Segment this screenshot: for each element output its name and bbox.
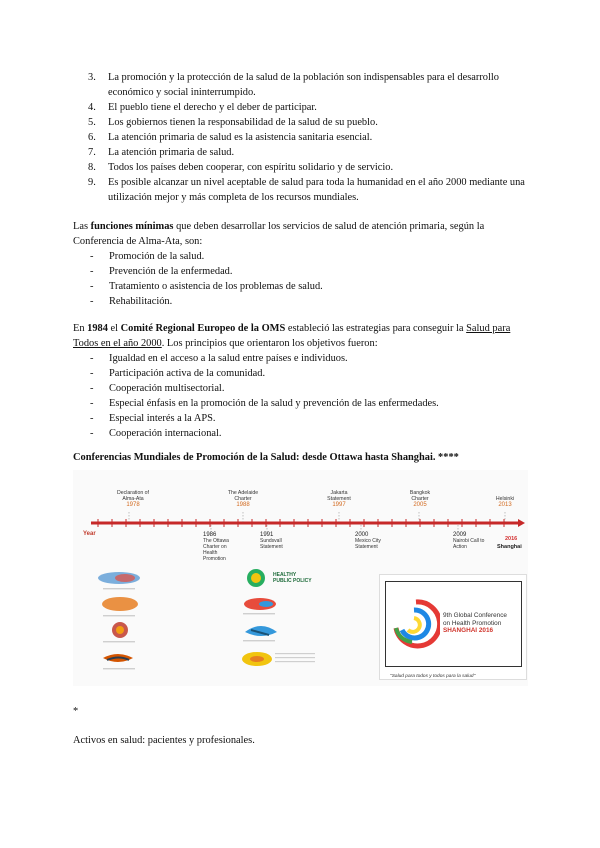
poster-title: 9th Global Conference on Health Promotion [443, 612, 507, 627]
timeline-final-city: Shanghai [497, 544, 522, 550]
timeline-event-upper [491, 496, 519, 508]
section-heading: Conferencias Mundiales de Promoción de la Salud: desde Ottawa hasta Shanghai. **** [73, 452, 459, 463]
event-title: Sundsvall Statement [260, 538, 283, 550]
timeline-arrowhead [518, 519, 525, 527]
mexico-logo-accent-icon [259, 601, 273, 607]
list-item: - Especial interés a la APS. [73, 411, 528, 426]
text-run: estableció las estrategias para conseguir la [285, 323, 467, 334]
list-item: - Tratamiento o asistencia de los problemas de salud. [73, 279, 528, 294]
text-run: En [73, 323, 88, 334]
item-text: Es posible alcanzar un nivel aceptable de salud para toda la humanidad en el año 2000 mediante una utilización mejor y más completa de los recursos mundiales. [108, 177, 525, 203]
sundsvall-logo-inner-icon [116, 626, 124, 634]
list-item: - Cooperación multisectorial. [73, 381, 528, 396]
list-item [73, 70, 533, 100]
item-text: Los gobiernos tienen la responsabilidad de la salud de su pueblo. [108, 117, 378, 128]
shanghai-poster [379, 574, 527, 680]
item-number: 8. [88, 162, 96, 173]
bold-year: 1984 [87, 323, 108, 334]
list-item: - Cooperación internacional. [73, 426, 528, 441]
item-number: 9. [88, 177, 96, 188]
timeline-event-lower [260, 532, 294, 550]
comite-list [73, 351, 528, 441]
item-text: La promoción y la protección de la salud de la población son indispensables para el desarrollo económico y social ininterrumpido. [108, 72, 499, 98]
list-item: - Promoción de la salud. [73, 249, 528, 264]
list-item: - Especial énfasis en la promoción de la salud y prevención de las enfermedades. [73, 396, 528, 411]
event-year: 1986 [203, 532, 217, 538]
underlined-link[interactable]: Salud para Todos en el año 2000 [73, 323, 511, 349]
shanghai-logo-icon [390, 596, 440, 656]
poster-frame [385, 581, 522, 667]
event-year: 2013 [498, 502, 512, 508]
poster-title-block [443, 612, 513, 635]
item-text: El pueblo tiene el derecho y el deber de participar. [108, 102, 317, 113]
timeline-event-upper [403, 490, 437, 508]
timeline-event-upper [113, 490, 153, 508]
healthy-policy-logo-inner-icon [251, 573, 261, 583]
item-number: 6. [88, 132, 96, 143]
event-title: Declaration of Alma-Ata [116, 490, 149, 502]
ottawa-logo-accent-icon [115, 574, 135, 582]
event-title: Bangkok Charter [409, 490, 431, 502]
timeline-final-year: 2016 [505, 536, 518, 542]
text-run: . Los principios que orientaron los objetivos fueron: [161, 338, 378, 349]
event-year: 2009 [453, 532, 467, 538]
text-run: Las [73, 221, 91, 232]
conferences-timeline-figure [73, 470, 528, 686]
conference-logos [98, 569, 315, 669]
timeline-event-lower [355, 532, 391, 550]
timeline-event-upper [321, 490, 357, 508]
event-title: Helsinki [495, 496, 515, 502]
funciones-paragraph [73, 219, 528, 249]
event-year: 2005 [413, 502, 427, 508]
event-title: Nairobi Call to Action [453, 538, 485, 550]
text-run: que deben desarrollar los servicios de salud de atención primaria, según la Conferencia de Alma-Ata, son: [73, 221, 485, 247]
item-number: 5. [88, 117, 96, 128]
list-item: - Participación activa de la comunidad. [73, 366, 528, 381]
text-run: el [107, 323, 121, 334]
list-item [73, 160, 533, 175]
list-item [73, 100, 533, 115]
item-text: La atención primaria de salud es la asistencia sanitaria esencial. [108, 132, 373, 143]
list-item [73, 130, 533, 145]
event-title: The Ottawa Charter on Health Promotion [203, 538, 229, 562]
bold-org: Comité Regional Europeo de la OMS [120, 323, 286, 334]
list-item [73, 145, 533, 160]
event-year: 1988 [236, 502, 250, 508]
event-year: 1991 [260, 532, 274, 538]
timeline-event-upper [224, 490, 262, 508]
event-title: The Adelaide Charter [227, 490, 259, 502]
list-item: - Prevención de la enfermedad. [73, 264, 528, 279]
item-text: La atención primaria de salud. [108, 147, 235, 158]
event-title: Mexico City Statement [355, 538, 381, 550]
comite-paragraph [73, 321, 528, 351]
list-item: - Rehabilitación. [73, 294, 528, 309]
item-text: Todos los países deben cooperar, con espíritu solidario y de servicio. [108, 162, 394, 173]
timeline-event-lower [453, 532, 487, 550]
list-item [73, 175, 533, 205]
principles-list [73, 70, 533, 205]
item-number: 4. [88, 102, 96, 113]
activos-line: Activos en salud: pacientes y profesionales. [73, 735, 255, 746]
event-year: 1978 [126, 502, 140, 508]
event-year: 2000 [355, 532, 369, 538]
list-item [73, 115, 533, 130]
event-year: 1997 [332, 502, 346, 508]
healthy-policy-logo-text: HEALTHY PUBLIC POLICY [273, 572, 312, 584]
adelaide-logo-icon [102, 597, 138, 611]
bold-term: funciones mínimas [90, 221, 174, 232]
event-title: Jakarta Statement [327, 490, 351, 502]
timeline-year-label: Year [83, 531, 96, 537]
poster-city: SHANGHAI 2016 [443, 627, 494, 634]
poster-caption: "Salud para todos y todos para la salud" [390, 674, 476, 679]
nairobi-logo-inner-icon [250, 656, 264, 662]
bangkok-logo-icon [245, 626, 277, 636]
item-number: 3. [88, 72, 96, 83]
timeline-event-lower [203, 532, 237, 562]
item-number: 7. [88, 147, 96, 158]
list-item: - Igualdad en el acceso a la salud entre países e individuos. [73, 351, 528, 366]
asterisk-note: * [73, 706, 79, 717]
funciones-list [73, 249, 528, 309]
